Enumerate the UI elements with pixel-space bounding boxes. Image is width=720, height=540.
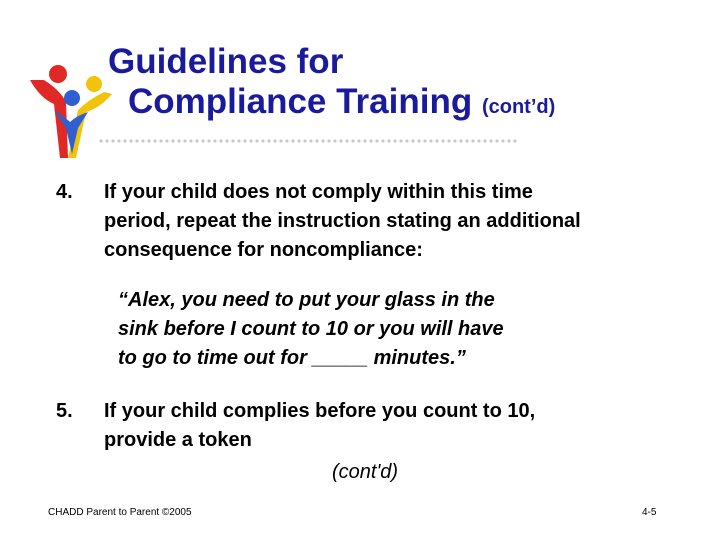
footer-copyright: CHADD Parent to Parent ©2005	[48, 507, 192, 518]
list-text	[104, 178, 581, 265]
list-number: 5.	[56, 400, 73, 422]
list-text-line: If your child complies before you count to 10,	[104, 400, 536, 422]
logo-figure-red	[30, 65, 68, 158]
example-quote	[118, 286, 504, 373]
slide-title	[108, 42, 555, 127]
list-text-line: If your child does not comply within this time	[104, 181, 533, 203]
list-text-line: provide a token	[104, 429, 252, 451]
dotted-divider	[98, 138, 518, 144]
list-text	[104, 397, 535, 455]
quote-line: “Alex, you need to put your glass in the	[118, 289, 495, 311]
quote-line: sink before I count to 10 or you will have	[118, 318, 504, 340]
continued-label: (cont'd)	[332, 461, 399, 483]
list-text-line: consequence for noncompliance:	[104, 239, 423, 261]
quote-line: to go to time out for _____ minutes.”	[118, 347, 466, 369]
title-suffix: (cont’d)	[481, 96, 556, 118]
title-main: Compliance Training	[128, 82, 473, 121]
logo-figure-yellow	[68, 76, 112, 158]
page-number: 4-5	[642, 507, 657, 518]
three-figures-logo-icon	[26, 58, 118, 166]
list-text-line: period, repeat the instruction stating an additional	[104, 210, 581, 232]
title-line-2	[108, 82, 555, 127]
list-number: 4.	[56, 181, 73, 203]
title-line-1: Guidelines for	[108, 42, 344, 81]
